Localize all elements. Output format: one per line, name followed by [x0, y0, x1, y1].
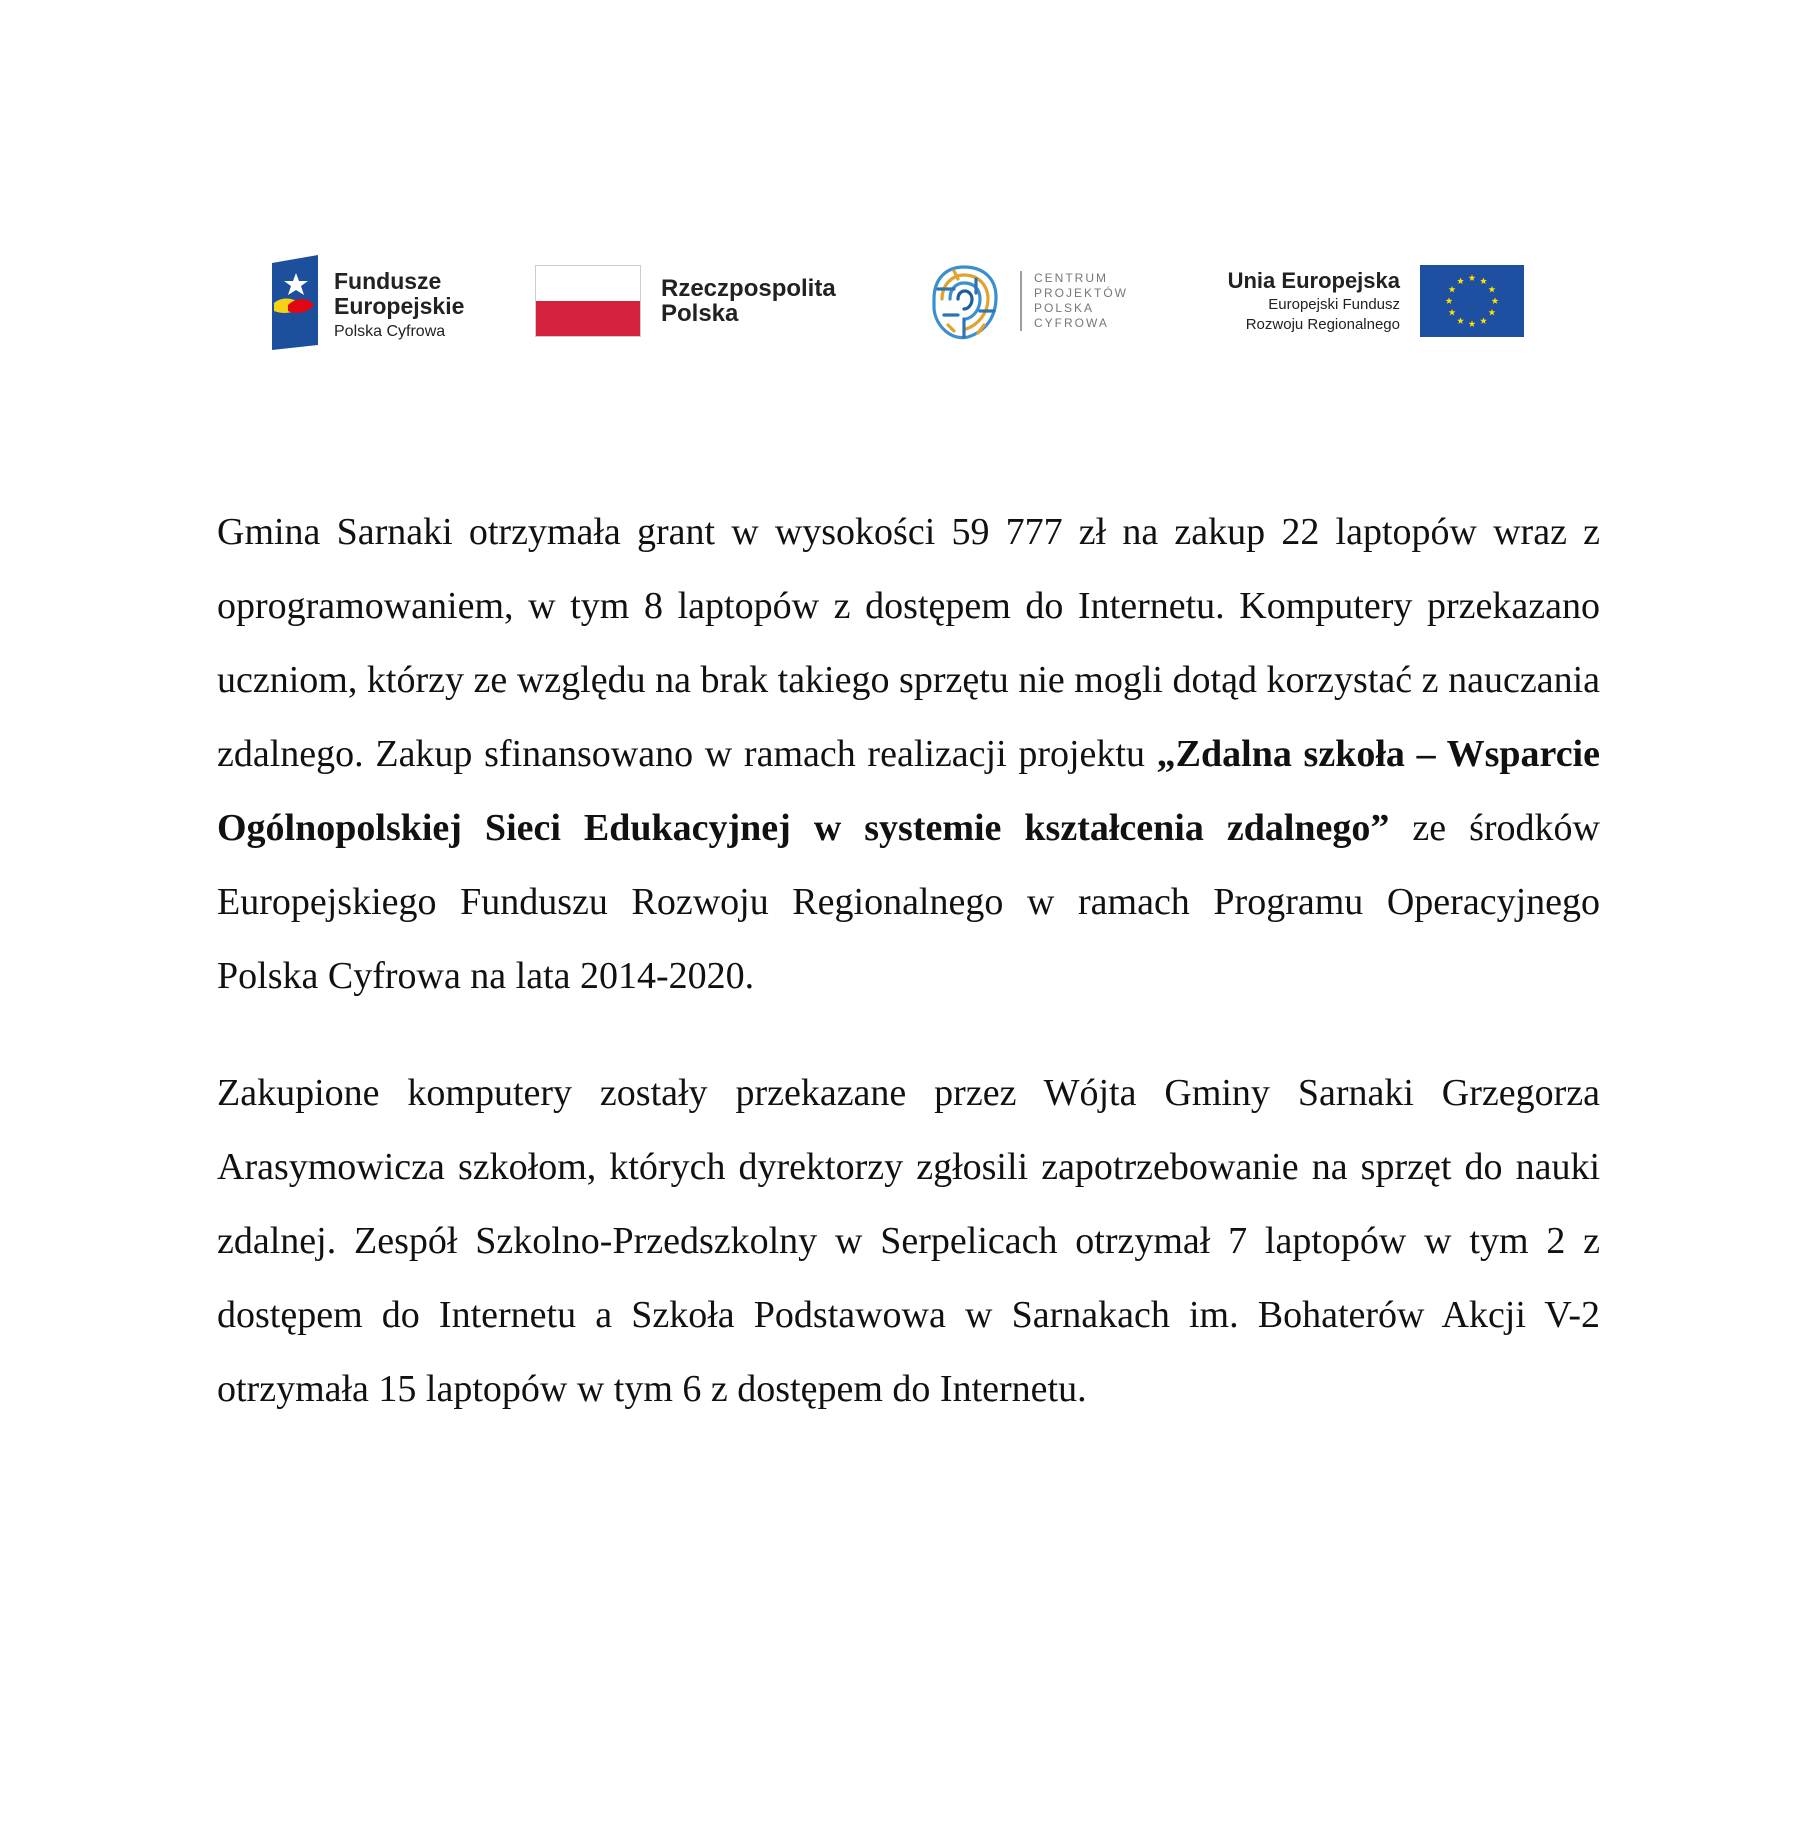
fe-subtitle: Polska Cyfrowa — [334, 323, 446, 340]
flag-white-stripe — [536, 266, 640, 301]
paragraph-distribution: Zakupione komputery zostały przekazane przez Wójta Gminy Sarnaki Grzegorza Arasymowicza szkołom, których dyrektorzy zgłosili zapotrzebowanie na sprzęt do nauki zdalnej. Zespół Szkolno-Przedszkolny w Serpelicach otrzymał 7 laptopów w tym 2 z dostępem do Internetu a Szkoła Podstawowa w Sarnakach im. Bohaterów Akcji V-2 otrzymała 15 laptopów w tym 6 z dostępem do Internetu. — [217, 1072, 1600, 1410]
fundusze-europejskie-emblem-icon — [266, 255, 322, 350]
ue-subtitle-line1: Europejski Fundusz — [1268, 296, 1400, 313]
fe-title-line1: Fundusze — [334, 268, 442, 294]
cppc-line3: POLSKA — [1034, 301, 1095, 315]
maze-emblem-icon — [924, 259, 1006, 345]
fe-title-line2: Europejskie — [334, 293, 465, 319]
cppc-line2: PROJEKTÓW — [1034, 286, 1129, 300]
flag-red-stripe — [536, 301, 640, 336]
eu-flag-icon — [1420, 265, 1524, 337]
unia-europejska-logo — [1210, 255, 1530, 350]
rp-title-line2: Polska — [661, 300, 739, 327]
paragraph1-text-start: Gmina Sarnaki otrzymała grant w wysokości 59 777 zł na zakup 22 laptopów wraz z oprogramowaniem, w tym 8 laptopów z dostępem do Internetu. Komputery przekazano uczniom, którzy ze względu na brak takiego sprzętu nie mogli dotąd korzystać z nauczania zdalnego. Zakup sfinansowano w ramach realizacji projektu — [217, 511, 1600, 775]
rzeczpospolita-polska-logo — [535, 255, 855, 350]
logo-separator — [1020, 271, 1022, 331]
rp-title-line1: Rzeczpospolita — [661, 275, 836, 302]
cppc-line4: CYFROWA — [1034, 316, 1109, 330]
logo-bar — [0, 255, 1820, 350]
centrum-projektow-polska-cyfrowa-logo — [924, 255, 1144, 350]
fundusze-europejskie-logo — [266, 255, 486, 350]
paragraph-grant-info — [217, 495, 1600, 1013]
ue-subtitle-line2: Rozwoju Regionalnego — [1245, 316, 1400, 333]
project-name: „Zdalna szkoła – Wsparcie Ogólnopolskiej Sieci Edukacyjnej w systemie kształcenia zdalnego” — [217, 733, 1600, 849]
ue-title: Unia Europejska — [1227, 268, 1400, 293]
document-body — [217, 495, 1600, 1426]
polish-flag-icon — [535, 265, 641, 337]
paragraph1-text-end: ze środków Europejskiego Funduszu Rozwoju Regionalnego w ramach Programu Operacyjnego Polska Cyfrowa na lata 2014-2020. — [217, 807, 1600, 997]
cppc-line1: CENTRUM — [1034, 271, 1108, 285]
